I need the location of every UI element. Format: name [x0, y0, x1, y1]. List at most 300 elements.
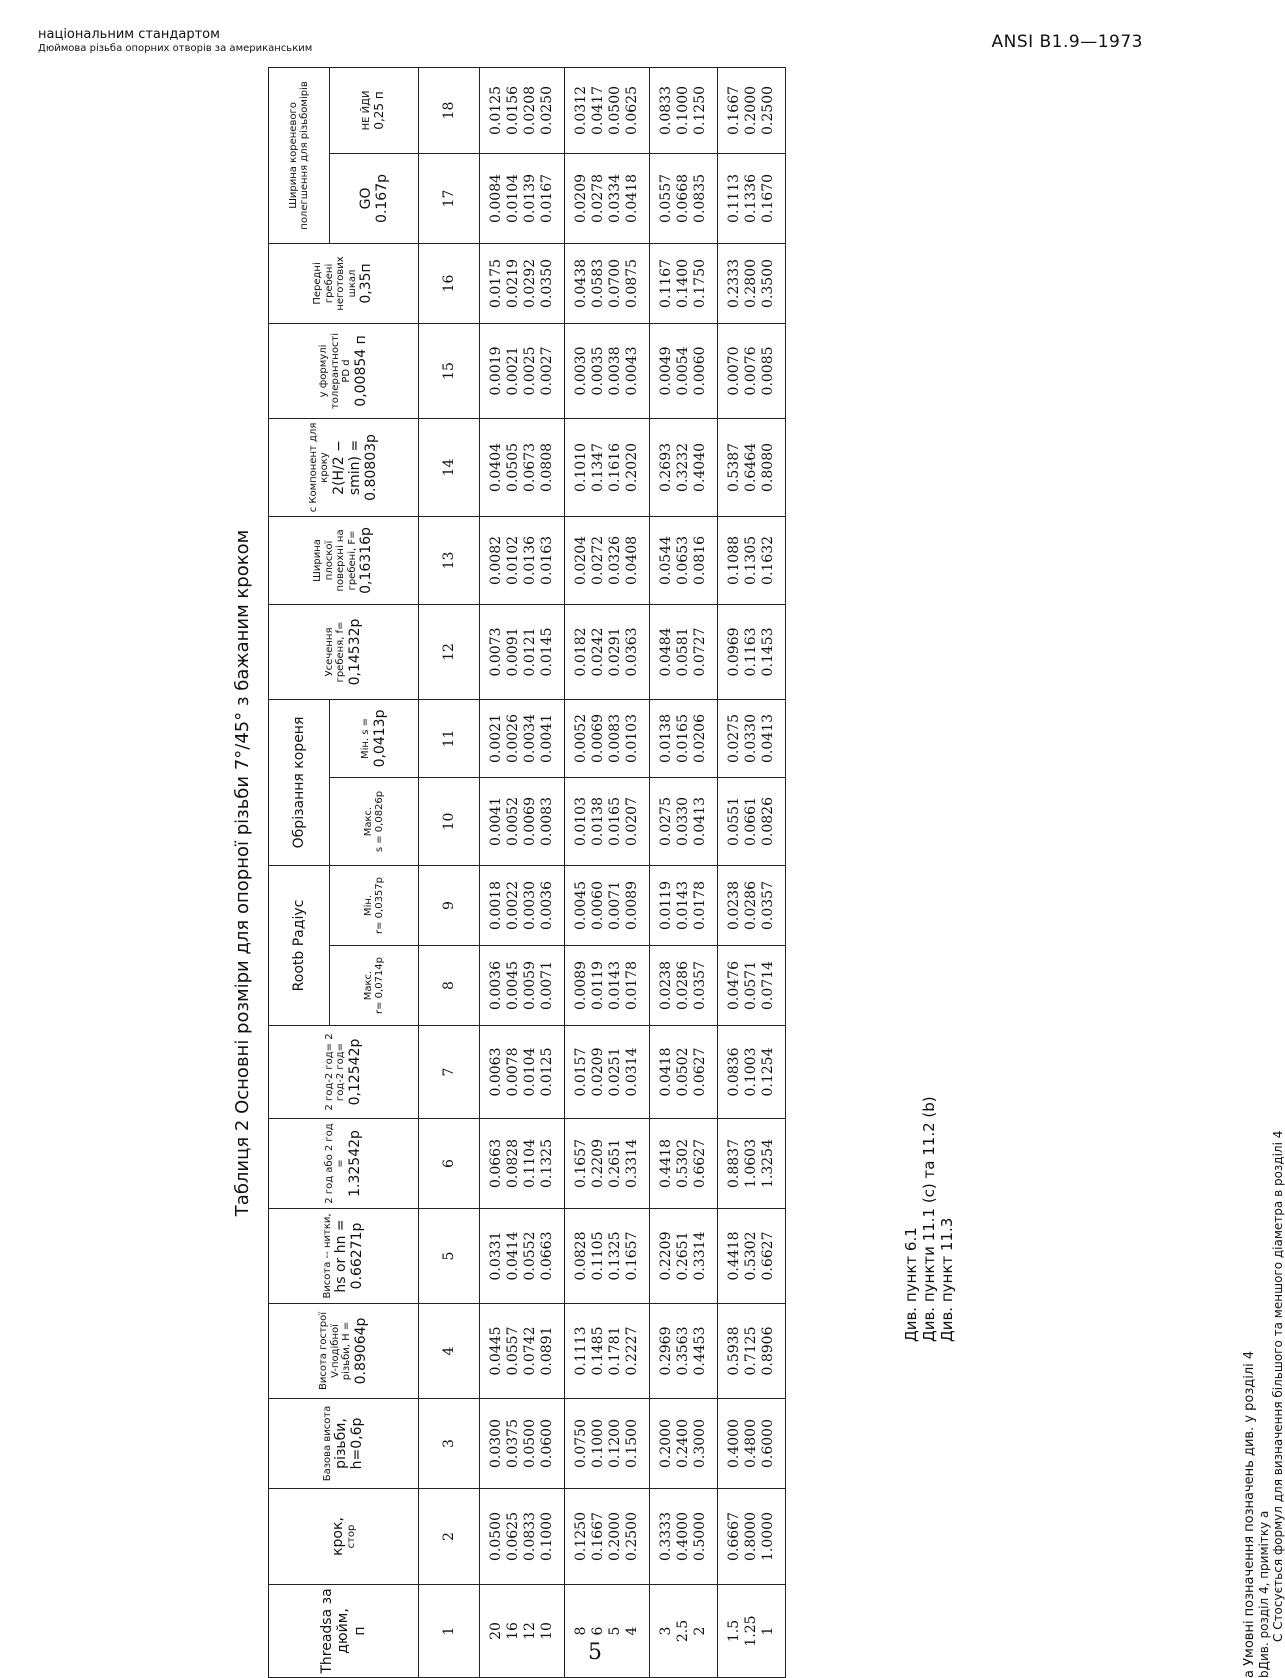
cell-value: 0.1305 — [743, 535, 759, 585]
cell-value: 0.6627 — [760, 1231, 776, 1281]
column-number: 15 — [419, 323, 480, 418]
cell-value: 0.0143 — [607, 961, 623, 1010]
cell-value: 0.0119 — [658, 881, 674, 930]
col-11-formula: 0,0413р — [371, 709, 388, 768]
cell-value: 0.0157 — [573, 1047, 589, 1097]
cell-value: 0.4040 — [692, 442, 708, 492]
cell-value: 0.0278 — [590, 173, 606, 223]
cell-value: 0.2400 — [675, 1419, 691, 1468]
table-cell — [718, 604, 786, 699]
footnote-d: Див. пункт 6.1 — [902, 1227, 920, 1342]
col-gage-go-header — [330, 153, 419, 243]
cell-value: 0.0209 — [573, 173, 589, 223]
column-number: 9 — [419, 865, 480, 945]
cell-value: 0.2000 — [607, 1512, 623, 1561]
cell-value: 0.0238 — [726, 881, 742, 930]
page-number: 5 — [588, 1640, 602, 1665]
cell-value: 0.0500 — [522, 1419, 538, 1468]
col-pitch-header — [269, 1489, 419, 1585]
cell-value: 0.1400 — [675, 258, 691, 308]
cell-value: 0.0163 — [539, 535, 555, 585]
table-cell — [565, 699, 650, 777]
cell-value: 0.8000 — [743, 1512, 759, 1561]
col-4-formula: 0.89064p — [352, 1317, 369, 1385]
cell-value: 0.0145 — [539, 627, 555, 677]
table-cell — [718, 1399, 786, 1489]
cell-value: 0.0021 — [488, 713, 504, 763]
cell-value: 0.4000 — [675, 1512, 691, 1561]
table-cell — [718, 323, 786, 418]
cell-value: 0.0350 — [539, 258, 555, 308]
table-cell — [650, 418, 718, 516]
cell-value: 0.1325 — [539, 1139, 555, 1188]
cell-value: 1.25 — [743, 1615, 759, 1647]
col-3-formula: різьби, h=0,6р — [333, 1417, 366, 1470]
cell-value: 0.0021 — [505, 346, 521, 396]
cell-value: 0.1485 — [590, 1326, 606, 1376]
table-cell — [718, 516, 786, 604]
cell-value: 0.0060 — [692, 346, 708, 396]
column-number: 2 — [419, 1489, 480, 1585]
table-cell — [650, 1585, 718, 1678]
group-gage-relief: Ширина кореневого полегшення для різьбомірів — [269, 67, 330, 243]
cell-value: 0.0418 — [624, 173, 640, 223]
cell-value: 0.0175 — [488, 258, 504, 308]
cell-value: 0.1105 — [590, 1231, 606, 1281]
column-number: 1 — [419, 1585, 480, 1678]
col-crest-truncation-header — [269, 604, 419, 699]
table-cell — [565, 1026, 650, 1119]
cell-value: 0.0330 — [743, 713, 759, 763]
table-cell — [480, 1399, 565, 1489]
cell-value: 0.0250 — [539, 85, 555, 135]
column-number: 12 — [419, 604, 480, 699]
cell-value: 0.2500 — [624, 1512, 640, 1561]
cell-value: 0.2800 — [743, 258, 759, 308]
col-1-label: Threadsa за дюйм, — [319, 1588, 352, 1674]
cell-value: 0.0661 — [743, 796, 759, 846]
col-pd-tolerance-header — [269, 323, 419, 418]
cell-value: 0.0891 — [539, 1326, 555, 1376]
cell-value: 0.6464 — [743, 442, 759, 492]
col-8-formula: r= 0,0714р — [374, 957, 385, 1015]
cell-value: 0.0119 — [590, 961, 606, 1010]
cell-value: 0.0143 — [675, 881, 691, 930]
cell-value: 0.0363 — [624, 627, 640, 677]
col-6-formula: 1.32542p — [346, 1130, 363, 1197]
cell-value: 0.0041 — [488, 796, 504, 846]
table-cell — [565, 1585, 650, 1678]
cell-value: 1 — [760, 1626, 776, 1636]
footnote-e: Див. пункти 11.1 (c) та 11.2 (b) — [920, 1096, 938, 1342]
cell-value: 0.0078 — [505, 1047, 521, 1097]
cell-value: 0.0286 — [743, 881, 759, 930]
table-cell — [565, 946, 650, 1026]
table-cell — [650, 1489, 718, 1585]
table-cell — [565, 1399, 650, 1489]
cell-value: 0.0070 — [726, 346, 742, 396]
cell-value: 0.0041 — [539, 713, 555, 763]
col-2h-diff-header — [269, 1026, 419, 1119]
cell-value: 0.0054 — [675, 346, 691, 396]
cell-value: 0.0030 — [522, 881, 538, 930]
cell-value: 0.2227 — [624, 1326, 640, 1376]
group-root-truncation: Обрізання кореня — [269, 699, 330, 865]
cell-value: 0.0082 — [488, 535, 504, 585]
column-number: 6 — [419, 1119, 480, 1209]
cell-value: 0.0312 — [573, 85, 589, 135]
cell-value: 0.0445 — [488, 1326, 504, 1376]
cell-value: 0.0027 — [539, 346, 555, 396]
cell-value: 0.0167 — [539, 173, 555, 223]
col-basic-height-header — [269, 1399, 419, 1489]
cell-value: 0.2693 — [658, 442, 674, 492]
cell-value: 0.0808 — [539, 442, 555, 492]
cell-value: 0.0828 — [505, 1139, 521, 1188]
col-sharp-v-header — [269, 1304, 419, 1399]
col-14-formula: 2(H/2 − smin) = 0.80803p — [330, 434, 380, 501]
cell-value: 0.0826 — [760, 796, 776, 846]
column-number: 11 — [419, 699, 480, 777]
footnote-a: a Умовні позначення позначень див. у розділі 4 — [1242, 1350, 1257, 1678]
cell-value: 0.0653 — [675, 535, 691, 585]
cell-value: 0.0025 — [522, 346, 538, 396]
cell-value: 0.1113 — [726, 173, 742, 223]
cell-value: 0.0551 — [726, 796, 742, 846]
table-cell — [480, 516, 565, 604]
cell-value: 0.3500 — [760, 258, 776, 308]
cell-value: 0.6000 — [760, 1419, 776, 1468]
cell-value: 0.0034 — [522, 713, 538, 763]
col-root-trunc-max-header — [330, 777, 419, 865]
cell-value: 0.1010 — [573, 442, 589, 492]
table-cell — [565, 604, 650, 699]
cell-value: 0.1167 — [658, 258, 674, 308]
cell-value: 0.2333 — [726, 258, 742, 308]
cell-value: 0.8837 — [726, 1139, 742, 1188]
cell-value: 0.2209 — [590, 1139, 606, 1188]
cell-value: 0.0238 — [658, 961, 674, 1010]
cell-value: 0.0207 — [624, 796, 640, 846]
cell-value: 0.3314 — [624, 1139, 640, 1188]
cell-value: 0.0413 — [760, 713, 776, 763]
cell-value: 0.5302 — [675, 1139, 691, 1188]
cell-value: 0.0357 — [760, 881, 776, 930]
column-number: 18 — [419, 67, 480, 153]
cell-value: 0.1250 — [692, 85, 708, 135]
table-cell — [565, 777, 650, 865]
cell-value: 0.1667 — [590, 1512, 606, 1561]
cell-value: 0.1254 — [760, 1047, 776, 1097]
cell-value: 0.2969 — [658, 1326, 674, 1376]
cell-value: 0.0502 — [675, 1047, 691, 1097]
col-14-label: c Компонент для кроку — [307, 422, 331, 513]
header-left — [38, 28, 312, 54]
cell-value: 0.0418 — [658, 1047, 674, 1097]
cell-value: 8 — [573, 1626, 589, 1636]
cell-value: 0.0668 — [675, 173, 691, 223]
cell-value: 0.0625 — [624, 85, 640, 135]
cell-value: 0.1003 — [743, 1047, 759, 1097]
col-5-label: Висота -- нитки, — [321, 1213, 333, 1299]
cell-value: 0.0156 — [505, 85, 521, 135]
cell-value: 0.0121 — [522, 627, 538, 677]
table-cell — [718, 67, 786, 153]
cell-value: 0.0104 — [522, 1047, 538, 1097]
cell-value: 0.0103 — [573, 796, 589, 846]
cell-value: 0.0083 — [607, 713, 623, 763]
col-threads-header — [269, 1585, 419, 1678]
table-cell — [650, 323, 718, 418]
cell-value: 0.6667 — [726, 1512, 742, 1561]
cell-value: 0.0022 — [505, 881, 521, 930]
cell-value: 0.0125 — [539, 1047, 555, 1097]
col-17-label: GO — [357, 187, 374, 210]
cell-value: 0.0059 — [522, 961, 538, 1010]
cell-value: 1.3254 — [760, 1139, 776, 1188]
table-cell — [650, 516, 718, 604]
cell-value: 0.0727 — [692, 627, 708, 677]
column-number: 3 — [419, 1399, 480, 1489]
cell-value: 0.0500 — [607, 85, 623, 135]
cell-value: 0.3333 — [658, 1512, 674, 1561]
cell-value: 0.0060 — [590, 881, 606, 930]
col-16-formula: 0,35п — [358, 263, 375, 304]
cell-value: 0.4418 — [658, 1139, 674, 1188]
col-8-label: Макс. — [362, 970, 374, 1001]
cell-value: 0.4453 — [692, 1326, 708, 1376]
cell-value: 0.3000 — [692, 1419, 708, 1468]
table-cell — [480, 67, 565, 153]
cell-value: 0.0330 — [675, 796, 691, 846]
cell-value: 0.2000 — [658, 1419, 674, 1468]
cell-value: 0.0331 — [488, 1231, 504, 1281]
cell-value: 0.7125 — [743, 1326, 759, 1376]
cell-value: 5 — [607, 1626, 623, 1636]
col-11-label: Мін. s = — [360, 717, 372, 760]
table-cell — [650, 1399, 718, 1489]
cell-value: 1.0000 — [760, 1512, 776, 1561]
cell-value: 0.1250 — [573, 1512, 589, 1561]
column-number: 14 — [419, 418, 480, 516]
table-cell — [650, 865, 718, 945]
cell-value: 0.2020 — [624, 442, 640, 492]
cell-value: 0.0700 — [607, 258, 623, 308]
cell-value: 0.0417 — [590, 85, 606, 135]
table-cell — [718, 153, 786, 243]
column-number: 16 — [419, 243, 480, 323]
table-cell — [650, 946, 718, 1026]
cell-value: 0.0178 — [692, 881, 708, 930]
row-group — [480, 67, 565, 1677]
cell-value: 0.2209 — [658, 1231, 674, 1281]
table-cell — [565, 1119, 650, 1209]
cell-value: 0.0625 — [505, 1512, 521, 1561]
cell-value: 0.1657 — [573, 1139, 589, 1188]
cell-value: 0.0206 — [692, 713, 708, 763]
cell-value: 0.0089 — [624, 881, 640, 930]
cell-value: 0.0291 — [607, 627, 623, 677]
cell-value: 0.0413 — [692, 796, 708, 846]
col-18-formula: 0,25 п — [371, 91, 386, 130]
cell-value: 0.0138 — [658, 713, 674, 763]
table-cell — [718, 418, 786, 516]
col-crest-flat-header — [269, 516, 419, 604]
cell-value: 0.0286 — [675, 961, 691, 1010]
cell-value: 0.1453 — [760, 627, 776, 677]
col-9-formula: r= 0,0357р — [374, 876, 385, 934]
footnotes-right-wrap — [902, 742, 992, 1342]
cell-value: 0.1000 — [539, 1512, 555, 1561]
cell-value: 0.3232 — [675, 442, 691, 492]
cell-value: 0.0103 — [624, 713, 640, 763]
table-cell — [718, 1119, 786, 1209]
cell-value: 12 — [522, 1622, 538, 1640]
cell-value: 0.1325 — [607, 1231, 623, 1281]
table-cell — [480, 777, 565, 865]
cell-value: 0.1670 — [760, 173, 776, 223]
table-cell — [480, 1585, 565, 1678]
cell-value: 4 — [624, 1626, 640, 1636]
col-2h-header — [269, 1119, 419, 1209]
cell-value: 0.5302 — [743, 1231, 759, 1281]
cell-value: 6 — [590, 1626, 606, 1636]
cell-value: 0.0208 — [522, 85, 538, 135]
col-18-label: НЕ ЙДИ — [361, 90, 373, 131]
cell-value: 0.0019 — [488, 346, 504, 396]
table-cell — [480, 243, 565, 323]
table-cell — [565, 865, 650, 945]
cell-value: 0.0583 — [590, 258, 606, 308]
cell-value: 2.5 — [675, 1619, 691, 1643]
cell-value: 0.0076 — [743, 346, 759, 396]
cell-value: 0.0035 — [590, 346, 606, 396]
cell-value: 0.1000 — [590, 1419, 606, 1468]
cell-value: 0.5387 — [726, 442, 742, 492]
col-thread-height-header — [269, 1209, 419, 1304]
cell-value: 0.0875 — [624, 258, 640, 308]
cell-value: 0.0581 — [675, 627, 691, 677]
col-root-radius-max-header — [330, 946, 419, 1026]
cell-value: 1.0603 — [743, 1139, 759, 1188]
table-cell — [480, 323, 565, 418]
cell-value: 0.0138 — [590, 796, 606, 846]
cell-value: 0.0552 — [522, 1231, 538, 1281]
cell-value: 0.5938 — [726, 1326, 742, 1376]
cell-value: 0.0083 — [539, 796, 555, 846]
cell-value: 0.0663 — [539, 1231, 555, 1281]
cell-value: 0.0071 — [539, 961, 555, 1010]
table-cell — [650, 153, 718, 243]
column-number: 4 — [419, 1304, 480, 1399]
col-2-formula: стор — [345, 1524, 357, 1549]
cell-value: 0.5000 — [692, 1512, 708, 1561]
cell-value: 0.1616 — [607, 442, 623, 492]
table-cell — [650, 699, 718, 777]
cell-value: 0.0357 — [692, 961, 708, 1010]
header-standard-line: національним стандартом — [38, 27, 220, 42]
table-cell — [480, 604, 565, 699]
row-group — [718, 67, 786, 1677]
cell-value: 0.2500 — [760, 85, 776, 135]
column-number: 13 — [419, 516, 480, 604]
col-13-formula: 0,16316р — [358, 527, 375, 594]
col-root-radius-min-header — [330, 865, 419, 945]
cell-value: 0.1000 — [675, 85, 691, 135]
table-cell — [718, 1026, 786, 1119]
cell-value: 0.1750 — [692, 258, 708, 308]
cell-value: 0.3563 — [675, 1326, 691, 1376]
cell-value: 0.1657 — [624, 1231, 640, 1281]
cell-value: 0.0052 — [505, 796, 521, 846]
cell-value: 0.0045 — [505, 961, 521, 1010]
cell-value: 0.0835 — [692, 173, 708, 223]
dimensions-table — [268, 67, 786, 1678]
cell-value: 0.0242 — [590, 627, 606, 677]
cell-value: 0.0833 — [522, 1512, 538, 1561]
cell-value: 0.0292 — [522, 258, 538, 308]
table-cell — [480, 1026, 565, 1119]
footnote-f: Див. пункт 11.3 — [938, 1217, 956, 1342]
cell-value: 0.0069 — [590, 713, 606, 763]
cell-value: 0.0165 — [607, 796, 623, 846]
cell-value: 0.4418 — [726, 1231, 742, 1281]
cell-value: 0.0742 — [522, 1326, 538, 1376]
table-cell — [718, 1489, 786, 1585]
col-root-trunc-min-header — [330, 699, 419, 777]
cell-value: 0.0084 — [488, 173, 504, 223]
cell-value: 0.0408 — [624, 535, 640, 585]
col-3-label: Базова висота — [321, 1405, 333, 1482]
column-number: 8 — [419, 946, 480, 1026]
cell-value: 0.0500 — [488, 1512, 504, 1561]
cell-value: 0.0557 — [658, 173, 674, 223]
col-1-formula: п — [351, 1626, 368, 1636]
cell-value: 0.0484 — [658, 627, 674, 677]
footnotes-right — [902, 742, 956, 1342]
column-number: 17 — [419, 153, 480, 243]
table-cell — [480, 946, 565, 1026]
table-cell — [480, 418, 565, 516]
table-cell — [480, 1209, 565, 1304]
cell-value: 0.0414 — [505, 1231, 521, 1281]
col-7-label: 2 год-2 год= 2 год-2 год= — [323, 1033, 347, 1111]
table-cell — [480, 1489, 565, 1585]
col-12-label: Усечення гребеня, f= — [323, 621, 347, 683]
table-cell — [718, 946, 786, 1026]
cell-value: 0.4000 — [726, 1419, 742, 1468]
header-title-line: Дюймова різьба опорних отворів за американським — [38, 42, 313, 54]
cell-value: 0.0505 — [505, 442, 521, 492]
cell-value: 3 — [658, 1626, 674, 1636]
cell-value: 0.0438 — [573, 258, 589, 308]
cell-value: 0.0219 — [505, 258, 521, 308]
table-cell — [565, 153, 650, 243]
cell-value: 0.0204 — [573, 535, 589, 585]
cell-value: 0.0038 — [607, 346, 623, 396]
table-cell — [650, 1026, 718, 1119]
cell-value: 0.0026 — [505, 713, 521, 763]
col-16-label: Передні гребені неготових шкал — [312, 256, 358, 311]
table-cell — [650, 243, 718, 323]
group-root-radius: Rootb Радіус — [269, 865, 330, 1025]
table-cell — [480, 1119, 565, 1209]
cell-value: 0.0969 — [726, 627, 742, 677]
table-cell — [718, 243, 786, 323]
cell-value: 0.2651 — [607, 1139, 623, 1188]
table-cell — [480, 1304, 565, 1399]
table-cell — [718, 777, 786, 865]
